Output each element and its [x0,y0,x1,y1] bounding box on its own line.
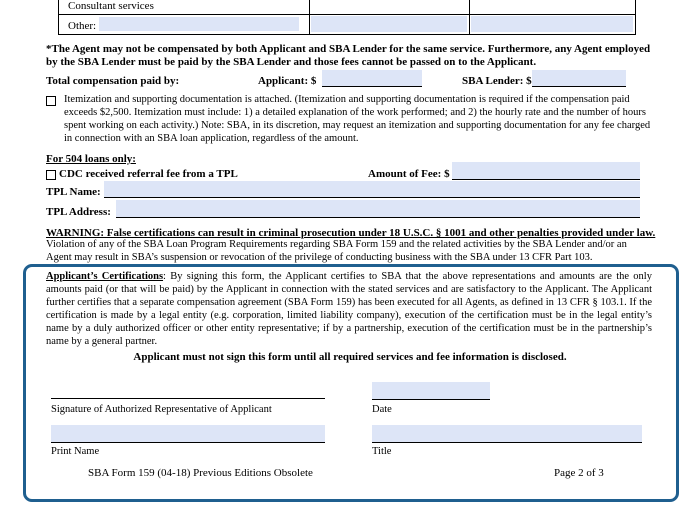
signature-label: Signature of Authorized Representative of Applicant [51,404,272,415]
itemization-text: Itemization and supporting documentation is attached. (Itemization and supporting documentation is required if the compensation paid exceeds $2,500. Itemization must include: 1) a detailed explanation of the work performed; and 2) the hourly rate and the number of hours spent working on each activity.) Note: SBA, in its discretion, may request an itemization and supporting documentation for any fee charged in connection with an SBA loan application, regardless of the amount. [64,94,651,144]
services-table [58,0,636,35]
table-divider [309,0,310,34]
tpl-name-label: TPL Name: [46,186,101,198]
total-compensation-label: Total compensation paid by: [46,75,180,87]
warning-heading: WARNING: False certifications can result in criminal prosecution under 18 U.S.C. § 1001 and other penalties provided under law. [46,227,656,239]
signing-notice: Applicant must not sign this form until all required services and fee information is disclosed. [133,351,567,363]
tpl-address-label: TPL Address: [46,206,111,218]
other-service-field[interactable] [99,17,299,31]
date-field[interactable] [372,382,490,400]
other-service-lender-field[interactable] [471,16,633,32]
certifications-heading: Applicant’s Certifications [46,271,164,282]
print-name-label: Print Name [51,446,100,457]
agent-notice: *The Agent may not be compensated by both Applicant and SBA Lender for the same service. Furthermore, any Agent employed by the SBA Lender must be paid by the SBA Lender and those fees cannot be passed on to the Applicant. [46,43,651,68]
loans-504-heading: For 504 loans only: [46,153,136,165]
applicant-amount-field[interactable] [322,70,422,87]
form-identifier: SBA Form 159 (04-18) Previous Editions Obsolete [88,467,313,479]
signature-line [51,398,325,399]
amount-of-fee-field[interactable] [452,162,640,180]
applicant-amount-label: Applicant: $ [258,75,317,87]
lender-amount-label: SBA Lender: $ [462,75,532,87]
tpl-name-field[interactable] [104,181,640,198]
cdc-referral-label: CDC received referral fee from a TPL [59,168,238,180]
tpl-address-field[interactable] [116,200,640,218]
certifications-body: : By signing this form, the Applicant certifies to SBA that the above representations and amounts are the only amounts paid (or that will be paid) by the Applicant in connection with the stated services and are satisfactory to the Applicant. The Applicant further certifies that a separate compensation agreement (SBA Form 159) has been executed for all Agents, as defined in 13 CFR § 103.1. If the certification is made by a legal entity (e.g. corporation, limited liability company), execution of the certification must be in the legal entity’s name by a duly authorized officer or other entity representative; if by a partnership, execution of the certification must be in the partnership’s name by a general partner. [46,271,652,347]
table-divider [469,0,470,34]
warning-body: Violation of any of the SBA Loan Program Requirements regarding SBA Form 159 and the related activities by the SBA Lender and/or an Agent may result in SBA’s suspension or revocation of the privilege of conducting business with the SBA under 13 CFR Part 103. [46,239,627,263]
title-field[interactable] [372,425,642,443]
other-service-amount-field[interactable] [311,16,467,32]
date-label: Date [372,404,392,415]
consultant-services-label: Consultant services [68,0,154,12]
page-number: Page 2 of 3 [554,467,604,479]
certification-text [46,270,652,348]
print-name-field[interactable] [51,425,325,443]
amount-of-fee-label: Amount of Fee: $ [368,168,450,180]
cdc-referral-checkbox[interactable] [46,170,56,180]
itemization-checkbox[interactable] [46,96,56,106]
lender-amount-field[interactable] [532,70,626,87]
other-label: Other: [68,20,97,32]
title-label: Title [372,446,392,457]
